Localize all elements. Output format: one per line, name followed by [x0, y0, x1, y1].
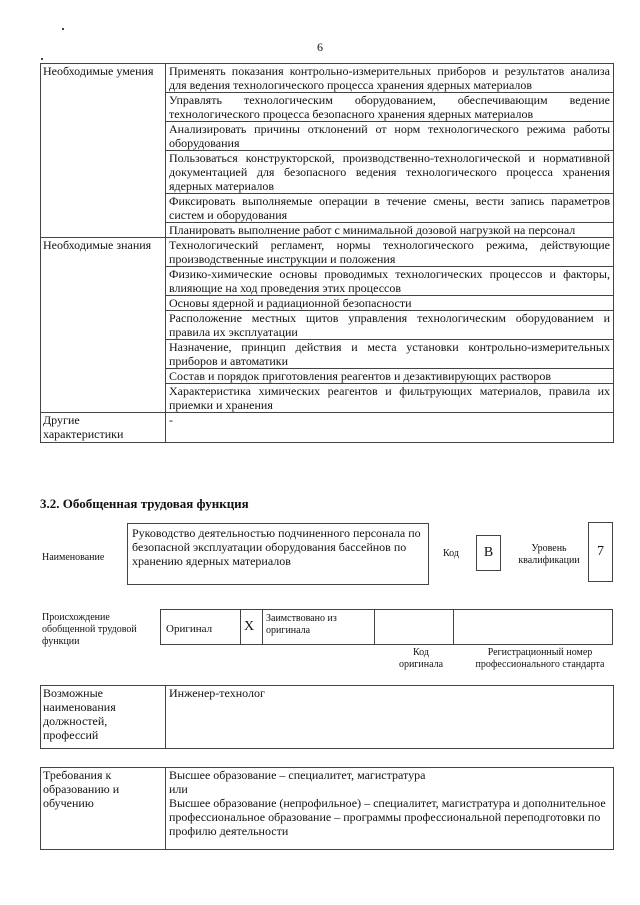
skill-item: Анализировать причины отклонений от норм технологического режима работы оборудования — [166, 122, 614, 151]
reg-number-label: Регистрационный номер профессионального стандарта — [475, 647, 605, 670]
level-label: Уровень квалификации — [518, 543, 580, 566]
knowledge-item: Физико-химические основы проводимых технологических процессов и факторы, влияющие на ход проведения этих процессов — [166, 267, 614, 296]
original-label: Оригинал — [166, 623, 213, 635]
education-value — [166, 768, 614, 850]
skill-item: Планировать выполнение работ с минимальной дозовой нагрузкой на персонал — [166, 223, 614, 238]
code-original-label: Код оригинала — [398, 647, 444, 670]
origin-divider — [453, 609, 454, 645]
level-box — [588, 522, 613, 582]
origin-divider — [240, 609, 241, 645]
origin-box — [160, 609, 613, 645]
education-label: Требования к образованию и обучению — [41, 768, 166, 850]
origin-label: Происхождение обобщенной трудовой функции — [42, 612, 137, 647]
scan-speck — [62, 28, 64, 30]
scan-speck — [41, 58, 43, 60]
origin-divider — [374, 609, 375, 645]
code-value: B — [483, 545, 494, 560]
origin-divider — [262, 609, 263, 645]
positions-table — [40, 685, 614, 749]
skill-item: Управлять технологическим оборудованием, обеспечивающим ведение технологического процесса безопасного хранения ядерных материалов — [166, 93, 614, 122]
positions-label: Возможные наименования должностей, профессий — [41, 686, 166, 749]
skill-item: Фиксировать выполняемые операции в течение смены, вести запись параметров систем и оборудования — [166, 194, 614, 223]
page-number: 6 — [317, 40, 323, 54]
name-label: Наименование — [42, 552, 105, 563]
positions-value: Инженер-технолог — [166, 686, 614, 749]
code-box — [476, 535, 501, 571]
knowledge-item: Расположение местных щитов управления технологическим оборудованием и правила их эксплуатации — [166, 311, 614, 340]
knowledge-item: Основы ядерной и радиационной безопасности — [166, 296, 614, 311]
row-label-knowledge: Необходимые знания — [41, 238, 166, 413]
skills-knowledge-table — [40, 63, 614, 443]
knowledge-item: Состав и порядок приготовления реагентов и дезактивирующих растворов — [166, 369, 614, 384]
education-line: Высшее образование – специалитет, магистратура — [169, 768, 426, 782]
section-title: 3.2. Обобщенная трудовая функция — [40, 496, 249, 511]
education-line: или — [169, 782, 188, 796]
level-value: 7 — [597, 544, 604, 559]
row-label-other: Другие характеристики — [41, 413, 166, 443]
knowledge-item: Технологический регламент, нормы технологического режима, действующие производственные инструкции и положения — [166, 238, 614, 267]
other-item: - — [166, 413, 614, 443]
knowledge-item: Характеристика химических реагентов и фильтрующих материалов, правила их приемки и хранения — [166, 384, 614, 413]
function-name-box — [127, 523, 429, 585]
function-name-value: Руководство деятельностью подчиненного персонала по безопасной эксплуатации оборудования бассейнов по хранению ядерных материалов — [132, 526, 421, 568]
original-mark: X — [244, 619, 255, 634]
borrowed-label: Заимствовано из оригинала — [266, 613, 337, 636]
skill-item: Пользоваться конструкторской, производственно-технологической и нормативной документацией для безопасного ведения технологического процесса хранения ядерных материалов — [166, 151, 614, 194]
code-label: Код — [443, 548, 459, 559]
knowledge-item: Назначение, принцип действия и места установки контрольно-измерительных приборов и автоматики — [166, 340, 614, 369]
education-table — [40, 767, 614, 850]
row-label-skills: Необходимые умения — [41, 64, 166, 238]
skill-item: Применять показания контрольно-измерительных приборов и результатов анализа для ведения технологического процесса хранения ядерных материалов — [166, 64, 614, 93]
education-line: Высшее образование (непрофильное) – специалитет, магистратура и дополнительное профессиональное образование – программы профессиональной переподготовки по профилю деятельности — [169, 796, 606, 838]
